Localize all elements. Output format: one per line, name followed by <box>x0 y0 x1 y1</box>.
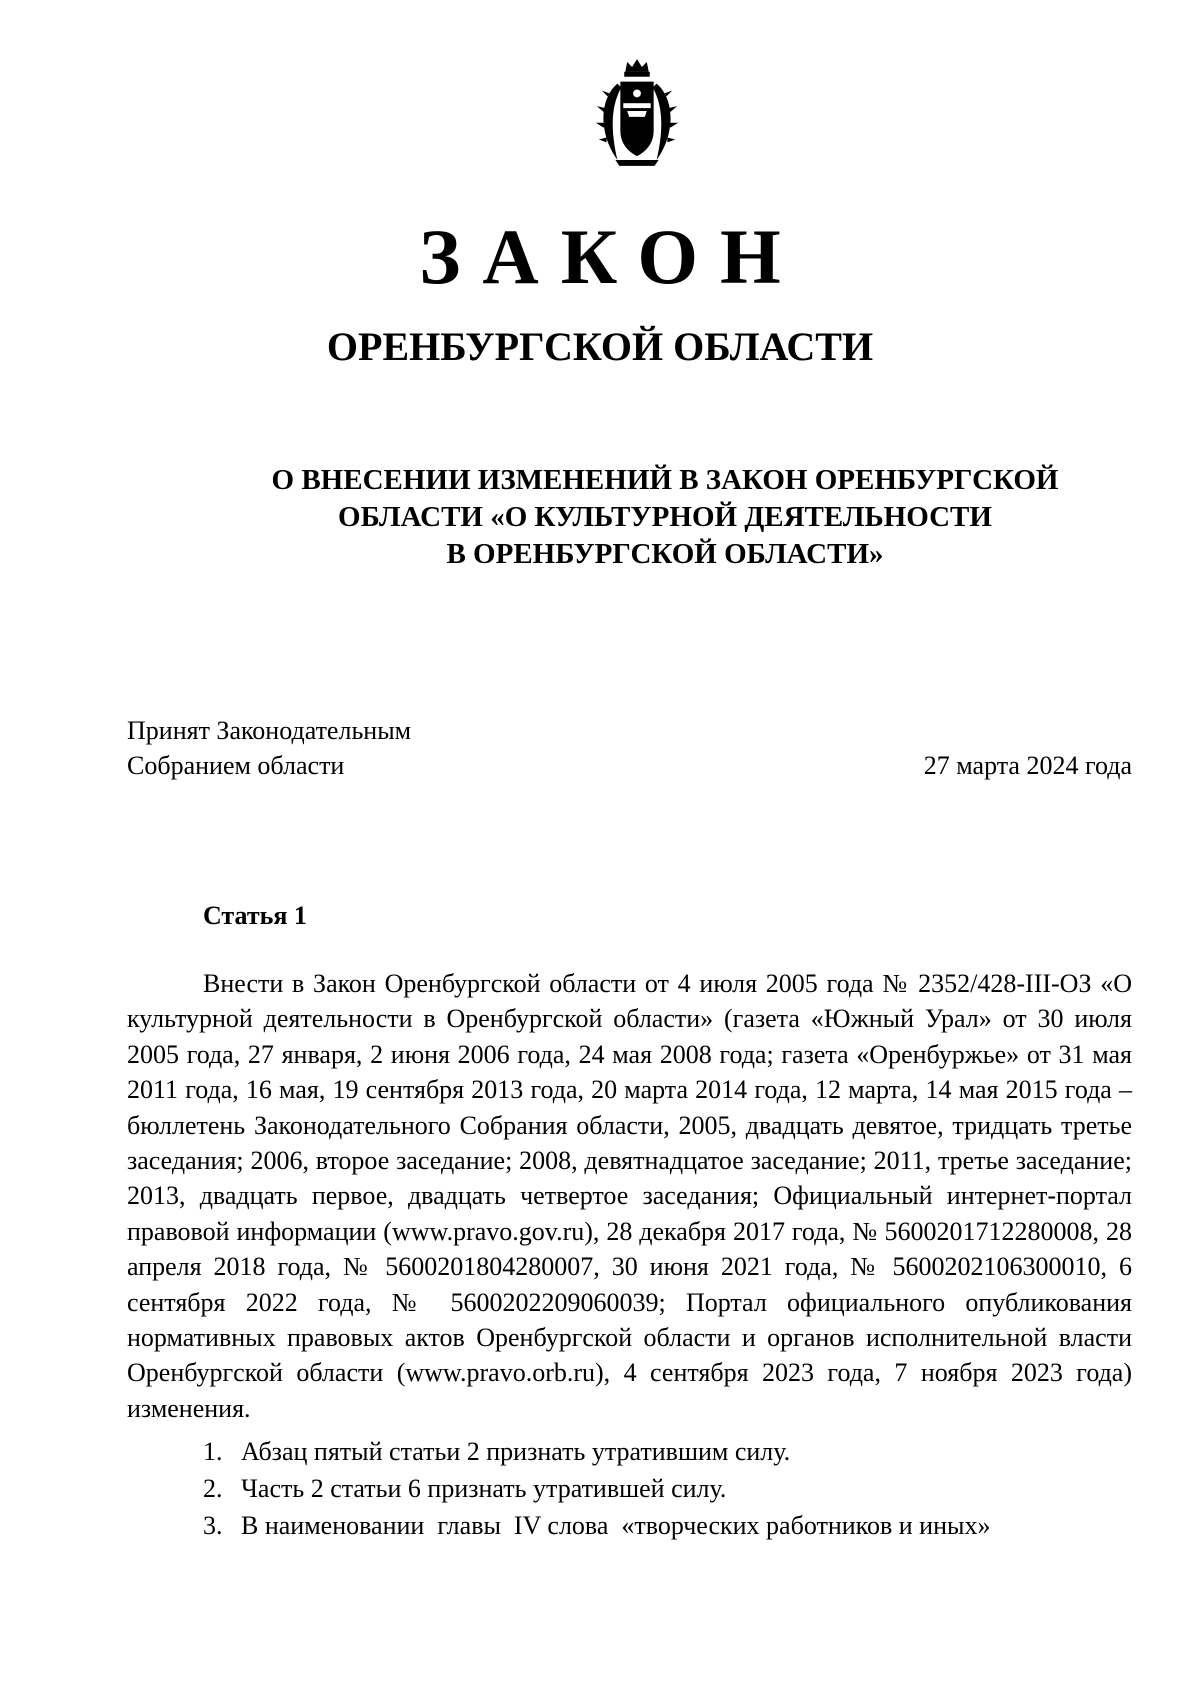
item-number: 3. <box>203 1511 223 1540</box>
list-item <box>203 1507 990 1544</box>
item-number: 2. <box>203 1474 223 1503</box>
adoption-date: 27 марта 2024 года <box>923 751 1132 780</box>
item-text: В наименовании главы IV слова «творческих работников и иных» <box>241 1511 991 1540</box>
amendment-list <box>203 1433 990 1544</box>
item-number: 1. <box>203 1437 223 1466</box>
adoption-line: Собранием области <box>127 751 345 780</box>
document-subject <box>240 462 1090 573</box>
law-title: ЗАКОН <box>419 213 803 300</box>
adoption-line: Принят Законодательным <box>127 716 412 745</box>
subject-line: О ВНЕСЕНИИ ИЗМЕНЕНИЙ В ЗАКОН ОРЕНБУРГСКОЙ <box>271 464 1059 496</box>
coat-of-arms-icon <box>588 54 686 172</box>
list-item <box>203 1470 990 1507</box>
item-text: Абзац пятый статьи 2 признать утратившим силу. <box>241 1437 791 1466</box>
item-text: Часть 2 статьи 6 признать утратившей силу. <box>241 1474 727 1503</box>
subject-line: ОБЛАСТИ «О КУЛЬТУРНОЙ ДЕЯТЕЛЬНОСТИ <box>338 501 992 533</box>
list-item <box>203 1433 990 1470</box>
region-title: ОРЕНБУРГСКОЙ ОБЛАСТИ <box>326 324 874 369</box>
adoption-note <box>127 713 411 783</box>
article-heading: Статья 1 <box>203 901 307 930</box>
subject-line: В ОРЕНБУРГСКОЙ ОБЛАСТИ» <box>446 538 884 570</box>
article-paragraph: Внести в Закон Оренбургской области от 4 июля 2005 года № 2352/428-III-ОЗ «О культурной деятельности в Оренбургской области» (газета «Южный Урал» от 30 июля 2005 года, 27 января, 2 июня 2006 года, 24 мая 2008 года; газета «Оренбуржье» от 31 мая 2011 года, 16 мая, 19 сентября 2013 года, 20 марта 2014 года, 12 марта, 14 мая 2015 года – бюллетень Законодательного Собрания области, 2005, двадцать девятое, тридцать третье заседания; 2006, второе заседание; 2008, девятнадцатое заседание; 2011, третье заседание; 2013, двадцать первое, двадцать четвертое заседания; Официальный интернет-портал правовой информации (www.pravo.gov.ru), 28 декабря 2017 года, № 5600201712280008, 28 апреля 2018 года, № 5600201804280007, 30 июня 2021 года, № 5600202106300010, 6 сентября 2022 года, № 5600202209060039; Портал официального опубликования нормативных правовых актов Оренбургской области и органов исполнительной власти Оренбургской области (www.pravo.orb.ru), 4 сентября 2023 года, 7 ноября 2023 года) изменения. <box>127 969 1132 1423</box>
